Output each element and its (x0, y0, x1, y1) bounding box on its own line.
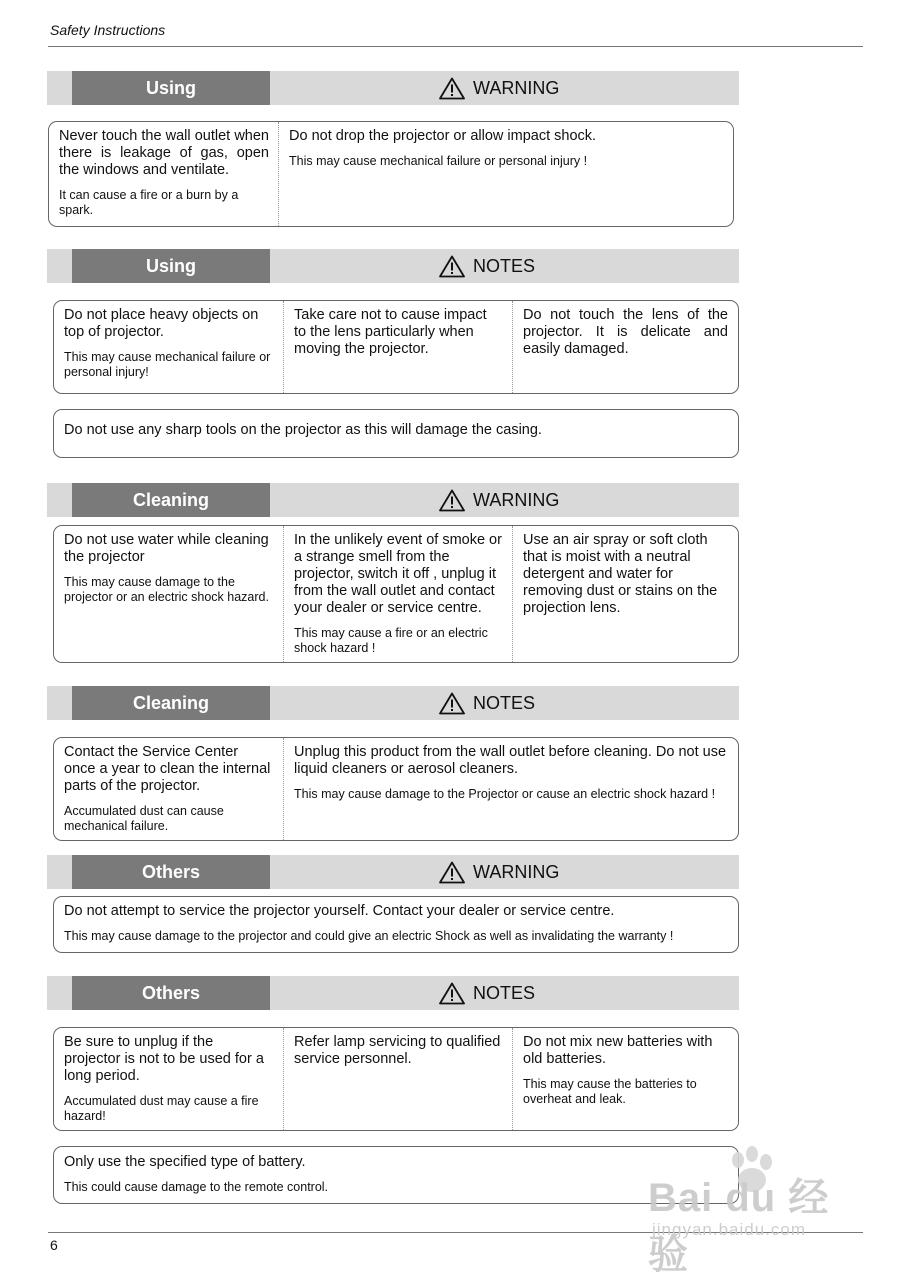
instruction-cell (283, 738, 738, 840)
warning-triangle-icon (439, 692, 465, 715)
watermark-brand: Bai du 经验 (648, 1176, 830, 1277)
instruction-cell (54, 897, 738, 952)
instruction-text: Only use the specified type of battery. (64, 1154, 306, 1170)
section-category: Using (72, 249, 270, 283)
instruction-text: Do not attempt to service the projector yourself. Contact your dealer or service centre. (64, 903, 615, 919)
section-others-notes-header (47, 976, 739, 1010)
instruction-consequence: Accumulated dust can cause mechanical failure. (64, 804, 224, 833)
instruction-text: Do not use any sharp tools on the projector as this will damage the casing. (64, 422, 542, 438)
instruction-box (53, 300, 739, 394)
warning-triangle-icon (439, 255, 465, 278)
instruction-consequence: It can cause a fire or a burn by a spark. (59, 188, 239, 217)
section-label: NOTES (473, 255, 536, 276)
instruction-cell (283, 526, 512, 662)
instruction-consequence: This may cause a fire or an electric shock hazard ! (294, 626, 488, 655)
instruction-text: Do not touch the lens of the projector. It is delicate and easily damaged. (523, 307, 728, 357)
instruction-text: Be sure to unplug if the projector is not to be used for a long period. (64, 1034, 264, 1084)
instruction-cell (54, 410, 738, 457)
section-label: NOTES (473, 982, 536, 1003)
instruction-box (53, 409, 739, 458)
watermark-url: jingyan.baidu.com (652, 1220, 807, 1239)
instruction-consequence: This could cause damage to the remote control. (64, 1180, 329, 1194)
instruction-cell (49, 122, 279, 226)
section-label: WARNING (473, 861, 560, 882)
instruction-consequence: This may cause damage to the projector or an electric shock hazard. (64, 575, 269, 604)
section-label: NOTES (473, 692, 536, 713)
instruction-text: Take care not to cause impact to the lens particularly when moving the projector. (294, 307, 487, 357)
instruction-cell (283, 1028, 512, 1130)
header-rule (48, 46, 863, 47)
instruction-box (53, 1146, 739, 1204)
section-using-warning-header (47, 71, 739, 105)
section-category: Others (72, 976, 270, 1010)
section-label: WARNING (473, 77, 560, 98)
instruction-cell (54, 301, 283, 393)
warning-triangle-icon (439, 489, 465, 512)
section-category: Cleaning (72, 686, 270, 720)
instruction-box (53, 896, 739, 953)
instruction-consequence: Accumulated dust may cause a fire hazard! (64, 1094, 259, 1123)
baidu-watermark (648, 1148, 858, 1277)
instruction-text: Do not place heavy objects on top of projector. (64, 307, 259, 340)
instruction-text: Use an air spray or soft cloth that is moist with a neutral detergent and water for removing dust or stains on the projection lens. (523, 532, 718, 616)
warning-triangle-icon (439, 77, 465, 100)
section-using-notes-header (47, 249, 739, 283)
section-others-warning-header (47, 855, 739, 889)
warning-triangle-icon (439, 982, 465, 1005)
instruction-cell (512, 301, 738, 393)
instruction-consequence: This may cause damage to the Projector or cause an electric shock hazard ! (294, 787, 716, 801)
instruction-cell (54, 738, 283, 840)
section-label: WARNING (473, 489, 560, 510)
instruction-consequence: This may cause mechanical failure or personal injury ! (289, 154, 588, 168)
instruction-cell (283, 301, 512, 393)
instruction-text: Do not use water while cleaning the projector (64, 532, 269, 565)
instruction-text: Unplug this product from the wall outlet before cleaning. Do not use liquid cleaners or aerosol cleaners. (294, 744, 727, 777)
instruction-box (48, 121, 734, 227)
instruction-box (53, 1027, 739, 1131)
page-number: 6 (50, 1237, 58, 1253)
page-header-title: Safety Instructions (50, 22, 166, 38)
instruction-consequence: This may cause mechanical failure or personal injury! (64, 350, 271, 379)
instruction-consequence: This may cause the batteries to overheat and leak. (523, 1077, 697, 1106)
section-category: Others (72, 855, 270, 889)
section-category: Using (72, 71, 270, 105)
warning-triangle-icon (439, 861, 465, 884)
instruction-cell (54, 1028, 283, 1130)
instruction-text: Refer lamp servicing to qualified service personnel. (294, 1034, 501, 1067)
instruction-cell (278, 122, 733, 226)
instruction-text: Do not drop the projector or allow impact shock. (289, 128, 597, 144)
instruction-cell (54, 526, 283, 662)
instruction-text: Contact the Service Center once a year to clean the internal parts of the projector. (64, 744, 271, 794)
instruction-text: Do not mix new batteries with old batteries. (523, 1034, 713, 1067)
instruction-box (53, 737, 739, 841)
instruction-text: In the unlikely event of smoke or a strange smell from the projector, switch it off , unplug it from the wall outlet and contact your dealer or service centre. (294, 532, 502, 616)
instruction-cell (512, 1028, 738, 1130)
instruction-box (53, 525, 739, 663)
instruction-cell (512, 526, 738, 662)
instruction-text: Never touch the wall outlet when there is leakage of gas, open the windows and ventilate. (59, 128, 269, 178)
section-category: Cleaning (72, 483, 270, 517)
section-cleaning-notes-header (47, 686, 739, 720)
section-cleaning-warning-header (47, 483, 739, 517)
instruction-consequence: This may cause damage to the projector and could give an electric Shock as well as invalidating the warranty ! (64, 929, 674, 943)
instruction-cell (54, 1147, 738, 1203)
